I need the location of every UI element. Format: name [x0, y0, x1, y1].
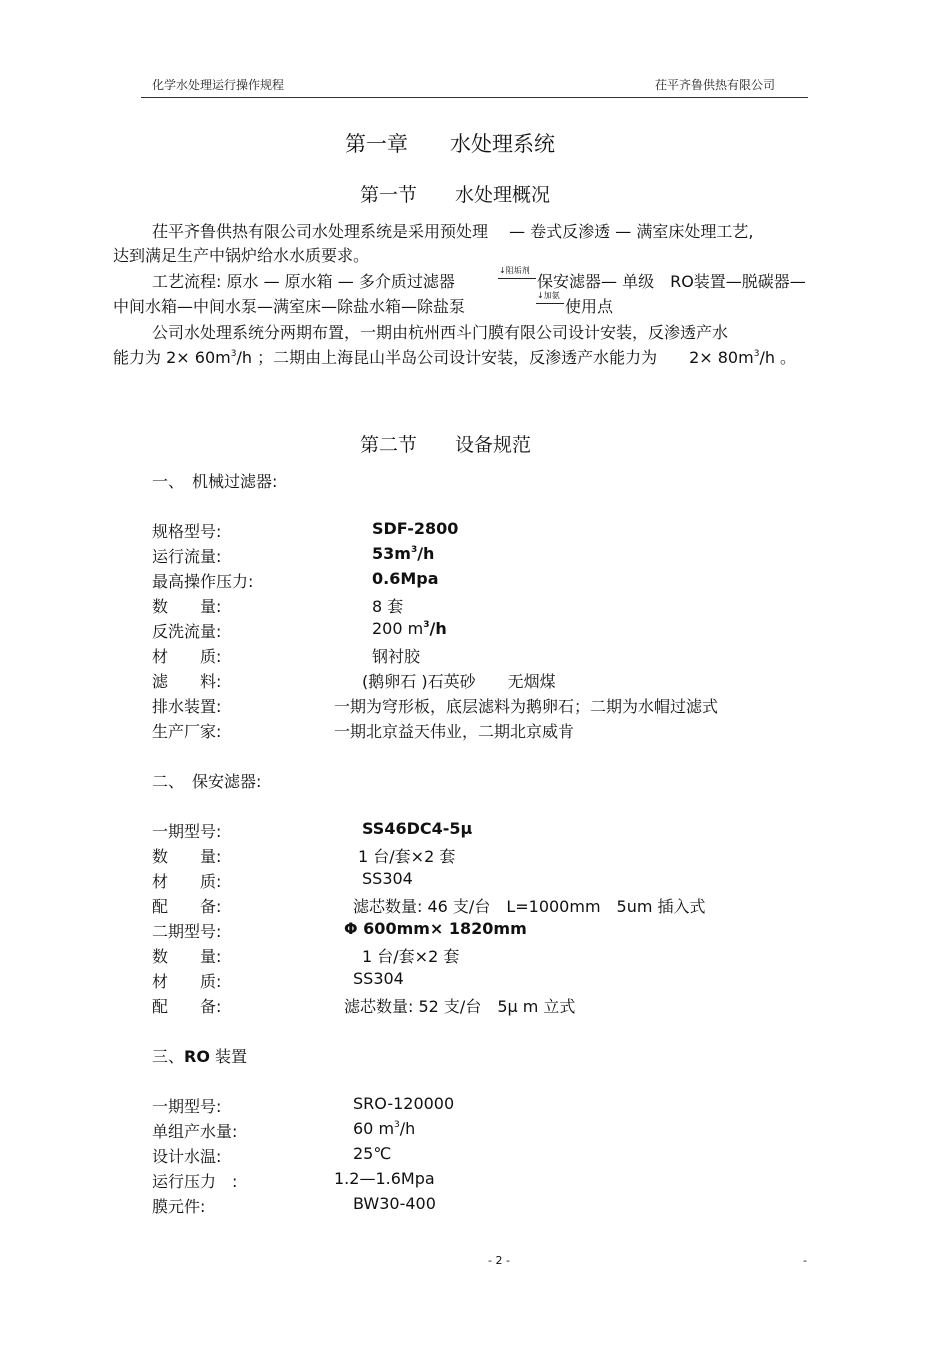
sub3-label: 一期型号: [152, 1097, 222, 1116]
sub1-label: 排水装置: [152, 697, 222, 716]
sub2-value: SS46DC4-5μ [362, 819, 473, 838]
sub1-label: 反洗流量: [152, 622, 222, 641]
sub1-value: (鹅卵石 )石英砂 无烟煤 [362, 672, 556, 691]
flow-arrow-line1 [498, 278, 536, 279]
sub3-value: 25℃ [353, 1144, 392, 1163]
sub1-label: 规格型号: [152, 522, 222, 541]
sub3-value: 1.2—1.6Mpa [334, 1169, 435, 1188]
sub1-value: 钢衬胶 [372, 647, 421, 666]
flow-line2a: 中间水箱—中间水泵—满室床—除盐水箱—除盐泵 [113, 297, 466, 316]
chapter-title: 第一章 水处理系统 [345, 132, 555, 156]
sub1-label: 生产厂家: [152, 722, 222, 741]
para3-line1: 公司水处理系统分两期布置，一期由杭州西斗门膜有限公司设计安装，反渗透产水 [152, 323, 729, 342]
sub3-heading: 三、RO 装置 [152, 1047, 248, 1066]
sub1-value: SDF-2800 [372, 519, 459, 538]
sub2-label: 配 备: [152, 997, 222, 1016]
header-rule [141, 97, 808, 98]
sub2-value: SS304 [362, 869, 413, 888]
sub1-heading: 一、 机械过滤器: [152, 472, 278, 491]
sub3-label: 膜元件: [152, 1197, 206, 1216]
sub2-value: 1 台/套×2 套 [362, 947, 460, 966]
sub1-value: 200 $m^3/h$ [372, 619, 447, 638]
flow-note-antiscalant: ↓阻垢剂 [499, 266, 530, 275]
section2-title: 第二节 设备规范 [360, 434, 532, 456]
sub1-value: 0.6Mpa [372, 569, 439, 588]
sub2-value: 1 台/套×2 套 [358, 847, 456, 866]
sub2-label: 一期型号: [152, 822, 222, 841]
sub2-label: 材 质: [152, 972, 222, 991]
sub2-heading: 二、 保安滤器: [152, 772, 262, 791]
header-left: 化学水处理运行操作规程 [152, 78, 285, 92]
para1-line2: 达到满足生产中锅炉给水水质要求。 [113, 246, 370, 265]
sub1-value: 8 套 [372, 597, 404, 616]
sub3-label: 单组产水量: [152, 1122, 238, 1141]
sub2-value: Φ 600mm× 1820mm [344, 919, 527, 938]
flow-note-ammonia: ↓加氨 [537, 291, 560, 300]
sub2-value: 滤芯数量: 46 支/台 L=1000mm 5um 插入式 [353, 897, 706, 916]
footer-right: - [803, 1254, 807, 1267]
sub2-value: SS304 [353, 969, 404, 988]
flow-line1b: 保安滤器— 单级 RO装置—脱碳器— [537, 272, 806, 291]
section1-title: 第一节 水处理概况 [360, 184, 551, 206]
sub2-label: 二期型号: [152, 922, 222, 941]
page-number: - 2 - [488, 1254, 510, 1267]
flow-arrow-line2 [536, 303, 564, 304]
sub1-label: 材 质: [152, 647, 222, 666]
sub1-label: 滤 料: [152, 672, 222, 691]
sub1-label: 最高操作压力: [152, 572, 254, 591]
sub2-label: 数 量: [152, 947, 222, 966]
sub2-value: 滤芯数量: 52 支/台 5μ m 立式 [344, 997, 576, 1016]
para1-line1: 茌平齐鲁供热有限公司水处理系统是采用预处理 — 卷式反渗透 — 满室床处理工艺, [152, 222, 754, 241]
sub2-label: 材 质: [152, 872, 222, 891]
sub1-label: 运行流量: [152, 547, 222, 566]
sub1-label: 数 量: [152, 597, 222, 616]
flow-line1a: 工艺流程: 原水 — 原水箱 — 多介质过滤器 [152, 272, 455, 291]
sub1-value: 一期北京益天伟业，二期北京威肯 [334, 722, 575, 741]
sub3-value: SRO-120000 [353, 1094, 455, 1113]
sub3-value: 60 $m^3/h$ [353, 1119, 416, 1138]
header-right: 茌平齐鲁供热有限公司 [655, 78, 776, 92]
sub3-label: 设计水温: [152, 1147, 222, 1166]
para3-line2: 能力为 $2\times 60m^3/h$ ；二期由上海昆山半岛公司设计安装，反渗透产水能力为 $2\times 80m^3/h$ 。 [113, 348, 797, 367]
sub2-label: 数 量: [152, 847, 222, 866]
sub3-value: BW30-400 [353, 1194, 436, 1213]
sub1-value: 一期为穹形板，底层滤料为鹅卵石；二期为水帽过滤式 [334, 697, 719, 716]
sub1-value: $53m^3/h$ [372, 544, 435, 563]
flow-line2b: 使用点 [565, 297, 614, 316]
sub2-label: 配 备: [152, 897, 222, 916]
sub3-label: 运行压力 : [152, 1172, 238, 1191]
